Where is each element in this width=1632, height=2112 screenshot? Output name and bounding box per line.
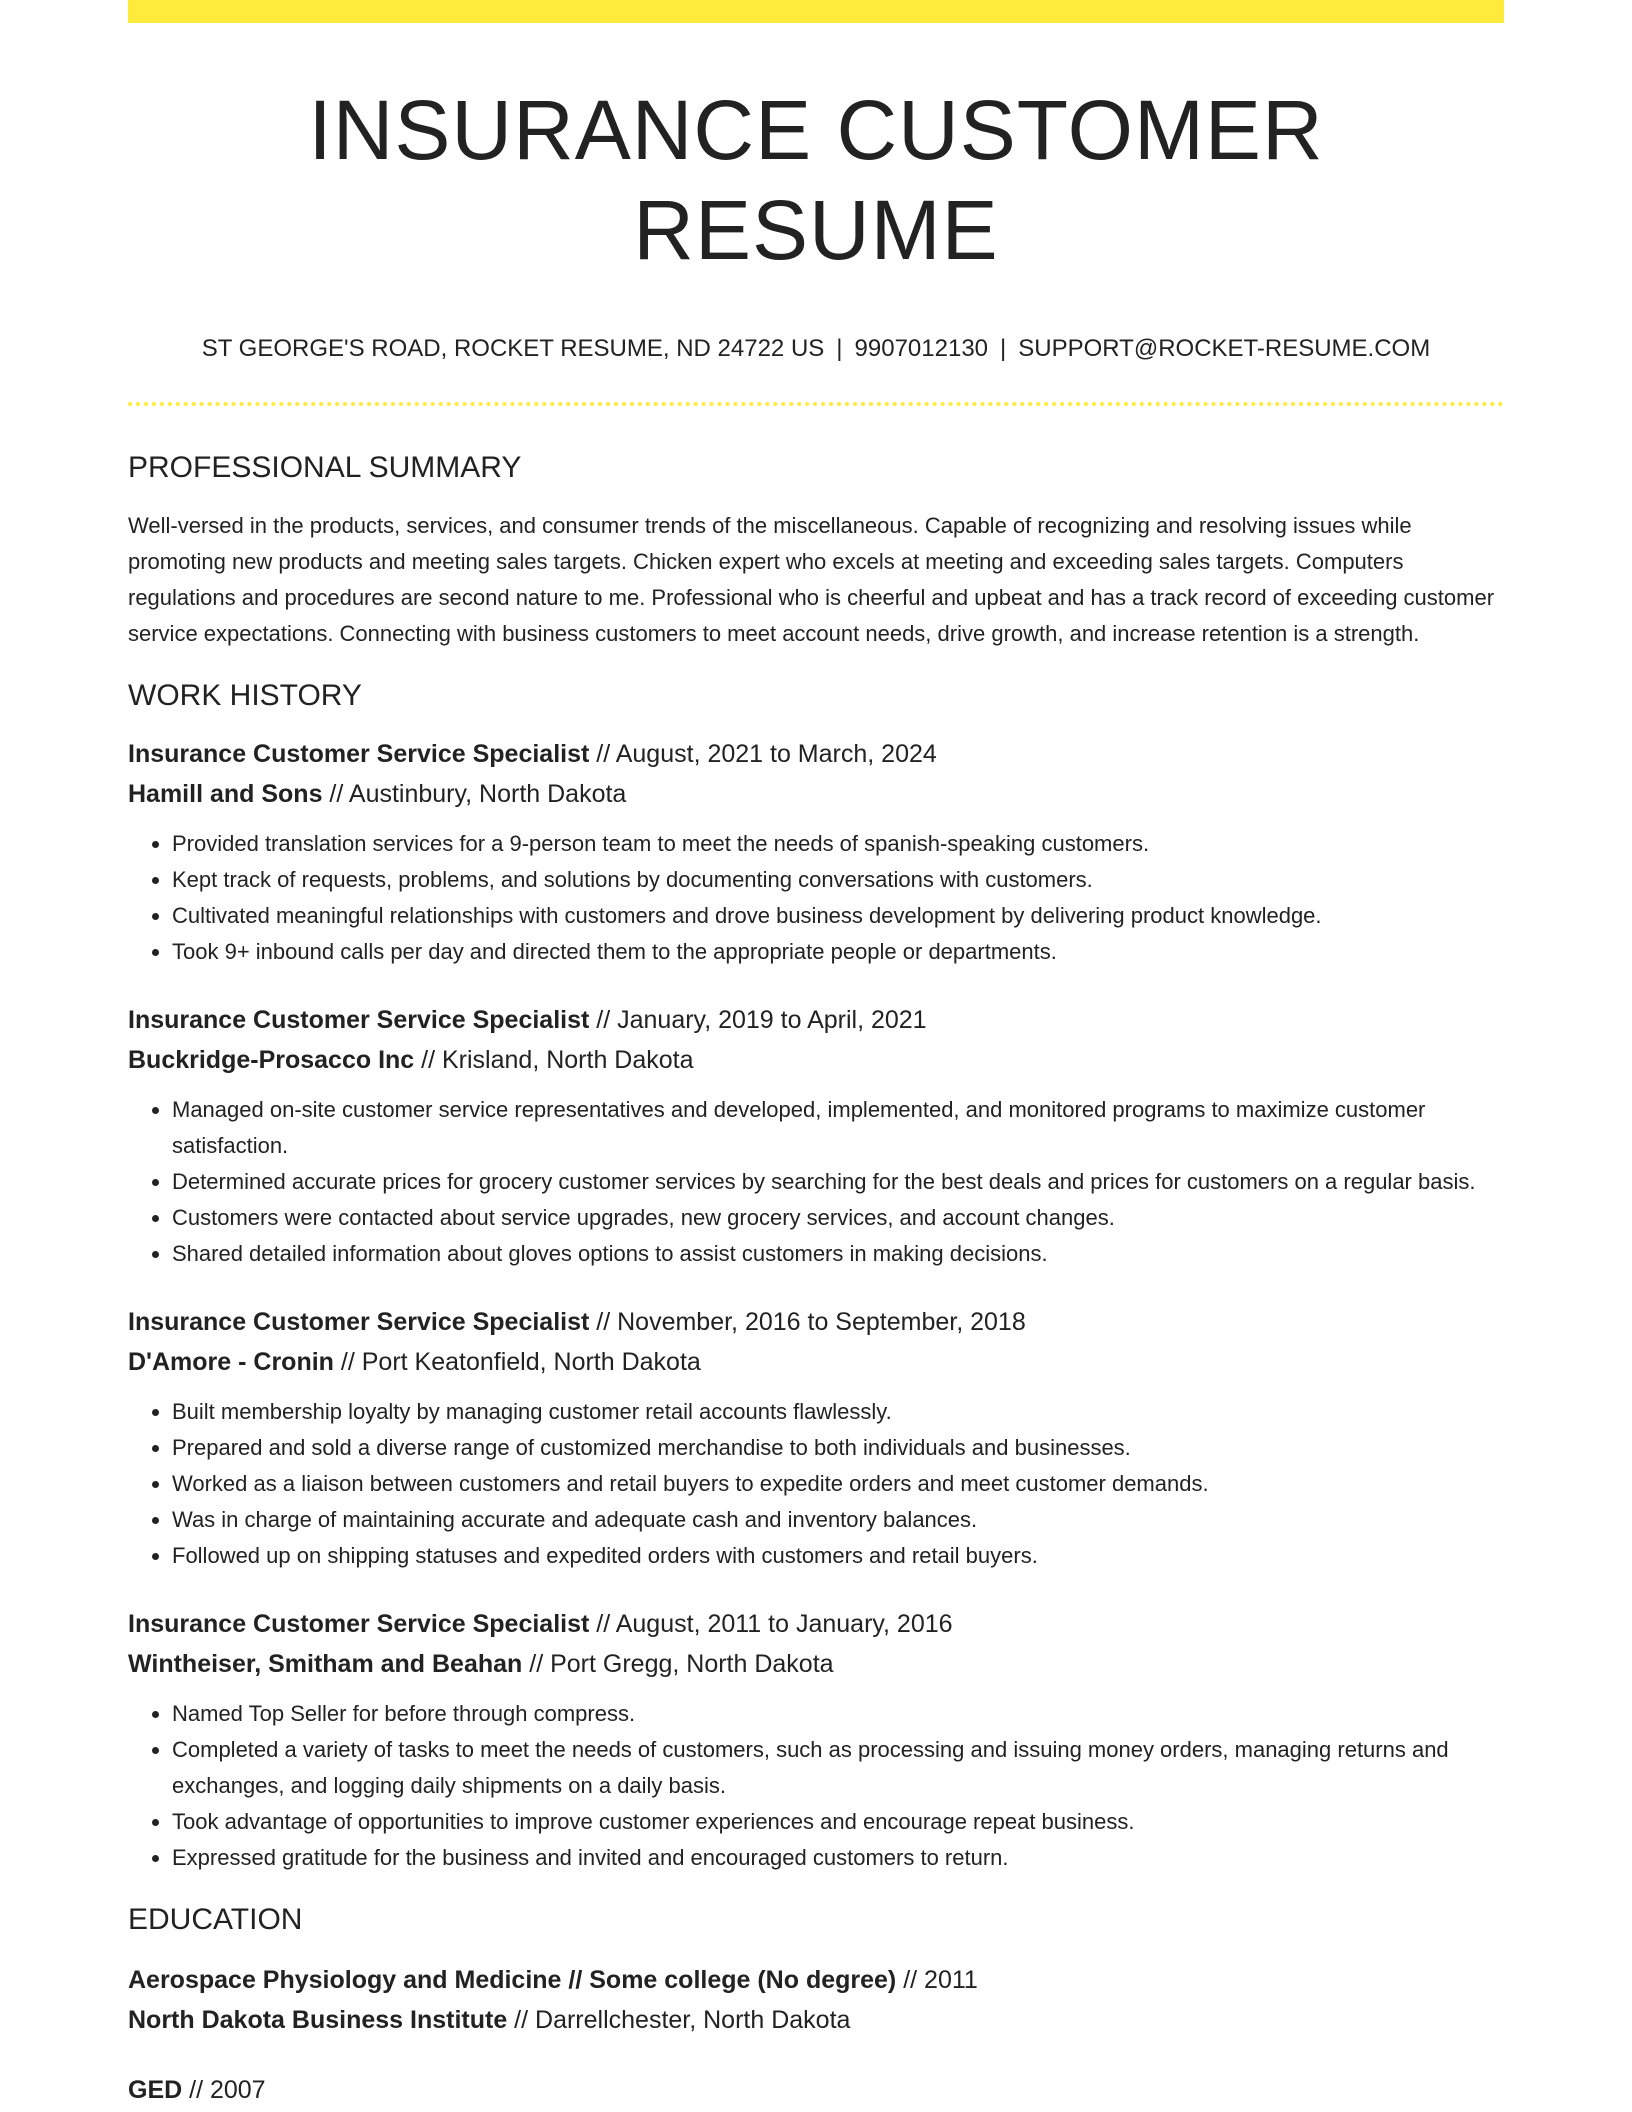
- job-title: Insurance Customer Service Specialist: [128, 1308, 590, 1336]
- contact-separator: |: [836, 335, 843, 362]
- job-bullets: [128, 1394, 1504, 1574]
- job-bullet: • Expressed gratitude for the business and invited and encouraged customers to return.: [172, 1840, 1504, 1876]
- job-bullet: • Was in charge of maintaining accurate and adequate cash and inventory balances.: [172, 1502, 1504, 1538]
- job-bullet: • Shared detailed information about gloves options to assist customers in making decisions.: [172, 1236, 1504, 1272]
- education-degree-line: [128, 2070, 1504, 2110]
- resume-title: INSURANCE CUSTOMER RESUME: [308, 83, 1324, 277]
- job-bullet: • Determined accurate prices for grocery customer services by searching for the best deals and prices for customers on a regular basis.: [172, 1164, 1504, 1200]
- job-company-line: [128, 1040, 1504, 1080]
- job-bullet: • Built membership loyalty by managing customer retail accounts flawlessly.: [172, 1394, 1504, 1430]
- job-company: D'Amore - Cronin: [128, 1348, 334, 1376]
- contact-phone: 9907012130: [854, 335, 989, 362]
- job-company-line: [128, 1342, 1504, 1382]
- job-company-line: [128, 1644, 1504, 1684]
- job-title: Insurance Customer Service Specialist: [128, 1006, 590, 1034]
- job-dates: // August, 2011 to January, 2016: [589, 1610, 953, 1638]
- education-degree-line: [128, 1960, 1504, 2000]
- job-title-line: [128, 1604, 1504, 1644]
- job-location: // Port Keatonfield, North Dakota: [333, 1348, 701, 1376]
- work-history-heading: WORK HISTORY: [128, 679, 362, 712]
- job-bullet: • Provided translation services for a 9-person team to meet the needs of spanish-speaking customers.: [172, 826, 1504, 862]
- education-degree: GED: [128, 2076, 183, 2104]
- contact-email: SUPPORT@ROCKET-RESUME.COM: [1018, 335, 1431, 362]
- job-entry: [128, 734, 1504, 970]
- job-title: Insurance Customer Service Specialist: [128, 740, 590, 768]
- job-company: Wintheiser, Smitham and Beahan: [128, 1650, 523, 1678]
- summary-text: Well-versed in the products, services, and consumer trends of the miscellaneous. Capable of recognizing and resolving issues while promoting new products and meeting sales targets. Chicken expert who excels at meeting and exceeding sales targets. Computers regulations and procedures are second nature to me. Professional who is cheerful and upbeat and has a track record of exceeding customer service expectations. Connecting with business customers to meet account needs, drive growth, and increase retention is a strength.: [128, 513, 1495, 646]
- job-title-line: [128, 1302, 1504, 1342]
- contact-separator: |: [1000, 335, 1007, 362]
- job-bullet: • Followed up on shipping statuses and expedited orders with customers and retail buyers.: [172, 1538, 1504, 1574]
- job-location: // Port Gregg, North Dakota: [522, 1650, 834, 1678]
- job-bullet: • Took advantage of opportunities to improve customer experiences and encourage repeat business.: [172, 1804, 1504, 1840]
- job-bullet: • Kept track of requests, problems, and solutions by documenting conversations with customers.: [172, 862, 1504, 898]
- job-dates: // November, 2016 to September, 2018: [589, 1308, 1026, 1336]
- job-bullet: • Named Top Seller for before through compress.: [172, 1696, 1504, 1732]
- job-bullet: • Worked as a liaison between customers and retail buyers to expedite orders and meet customer demands.: [172, 1466, 1504, 1502]
- contact-line: [128, 333, 1504, 365]
- education-entry: [128, 1960, 1504, 2040]
- job-bullets: [128, 826, 1504, 970]
- job-company: Buckridge-Prosacco Inc: [128, 1046, 415, 1074]
- job-dates: // August, 2021 to March, 2024: [589, 740, 937, 768]
- job-location: // Krisland, North Dakota: [414, 1046, 694, 1074]
- job-bullet: • Prepared and sold a diverse range of customized merchandise to both individuals and businesses.: [172, 1430, 1504, 1466]
- job-dates: // January, 2019 to April, 2021: [589, 1006, 927, 1034]
- job-bullets: [128, 1092, 1504, 1272]
- job-bullet: • Took 9+ inbound calls per day and directed them to the appropriate people or departments.: [172, 934, 1504, 970]
- contact-address: ST GEORGE'S ROAD, ROCKET RESUME, ND 24722 US: [201, 335, 825, 362]
- job-title-line: [128, 1000, 1504, 1040]
- job-entry: [128, 1302, 1504, 1574]
- job-company-line: [128, 774, 1504, 814]
- education-degree: Aerospace Physiology and Medicine // Some college (No degree): [128, 1966, 897, 1994]
- job-entry: [128, 1000, 1504, 1272]
- education-school: North Dakota Business Institute: [128, 2006, 508, 2034]
- education-location: // Darrellchester, North Dakota: [507, 2006, 851, 2034]
- education-heading: EDUCATION: [128, 1903, 303, 1936]
- divider: [128, 402, 1504, 406]
- education-entry: [128, 2070, 1504, 2110]
- job-location: // Austinbury, North Dakota: [322, 780, 627, 808]
- job-bullets: [128, 1696, 1504, 1876]
- job-company: Hamill and Sons: [128, 780, 323, 808]
- education-school-line: [128, 2000, 1504, 2040]
- summary-heading: PROFESSIONAL SUMMARY: [128, 451, 522, 484]
- education-year: // 2011: [896, 1966, 978, 1994]
- job-title: Insurance Customer Service Specialist: [128, 1610, 590, 1638]
- job-entry: [128, 1604, 1504, 1876]
- education-year: // 2007: [182, 2076, 266, 2104]
- accent-bar: [128, 0, 1504, 23]
- job-bullet: • Cultivated meaningful relationships with customers and drove business development by delivering product knowledge.: [172, 898, 1504, 934]
- resume-page: [128, 0, 1504, 2110]
- job-bullet: • Customers were contacted about service upgrades, new grocery services, and account changes.: [172, 1200, 1504, 1236]
- job-title-line: [128, 734, 1504, 774]
- job-bullet: • Completed a variety of tasks to meet the needs of customers, such as processing and issuing money orders, managing returns and exchanges, and logging daily shipments on a daily basis.: [172, 1732, 1504, 1804]
- job-bullet: • Managed on-site customer service representatives and developed, implemented, and monitored programs to maximize customer satisfaction.: [172, 1092, 1504, 1164]
